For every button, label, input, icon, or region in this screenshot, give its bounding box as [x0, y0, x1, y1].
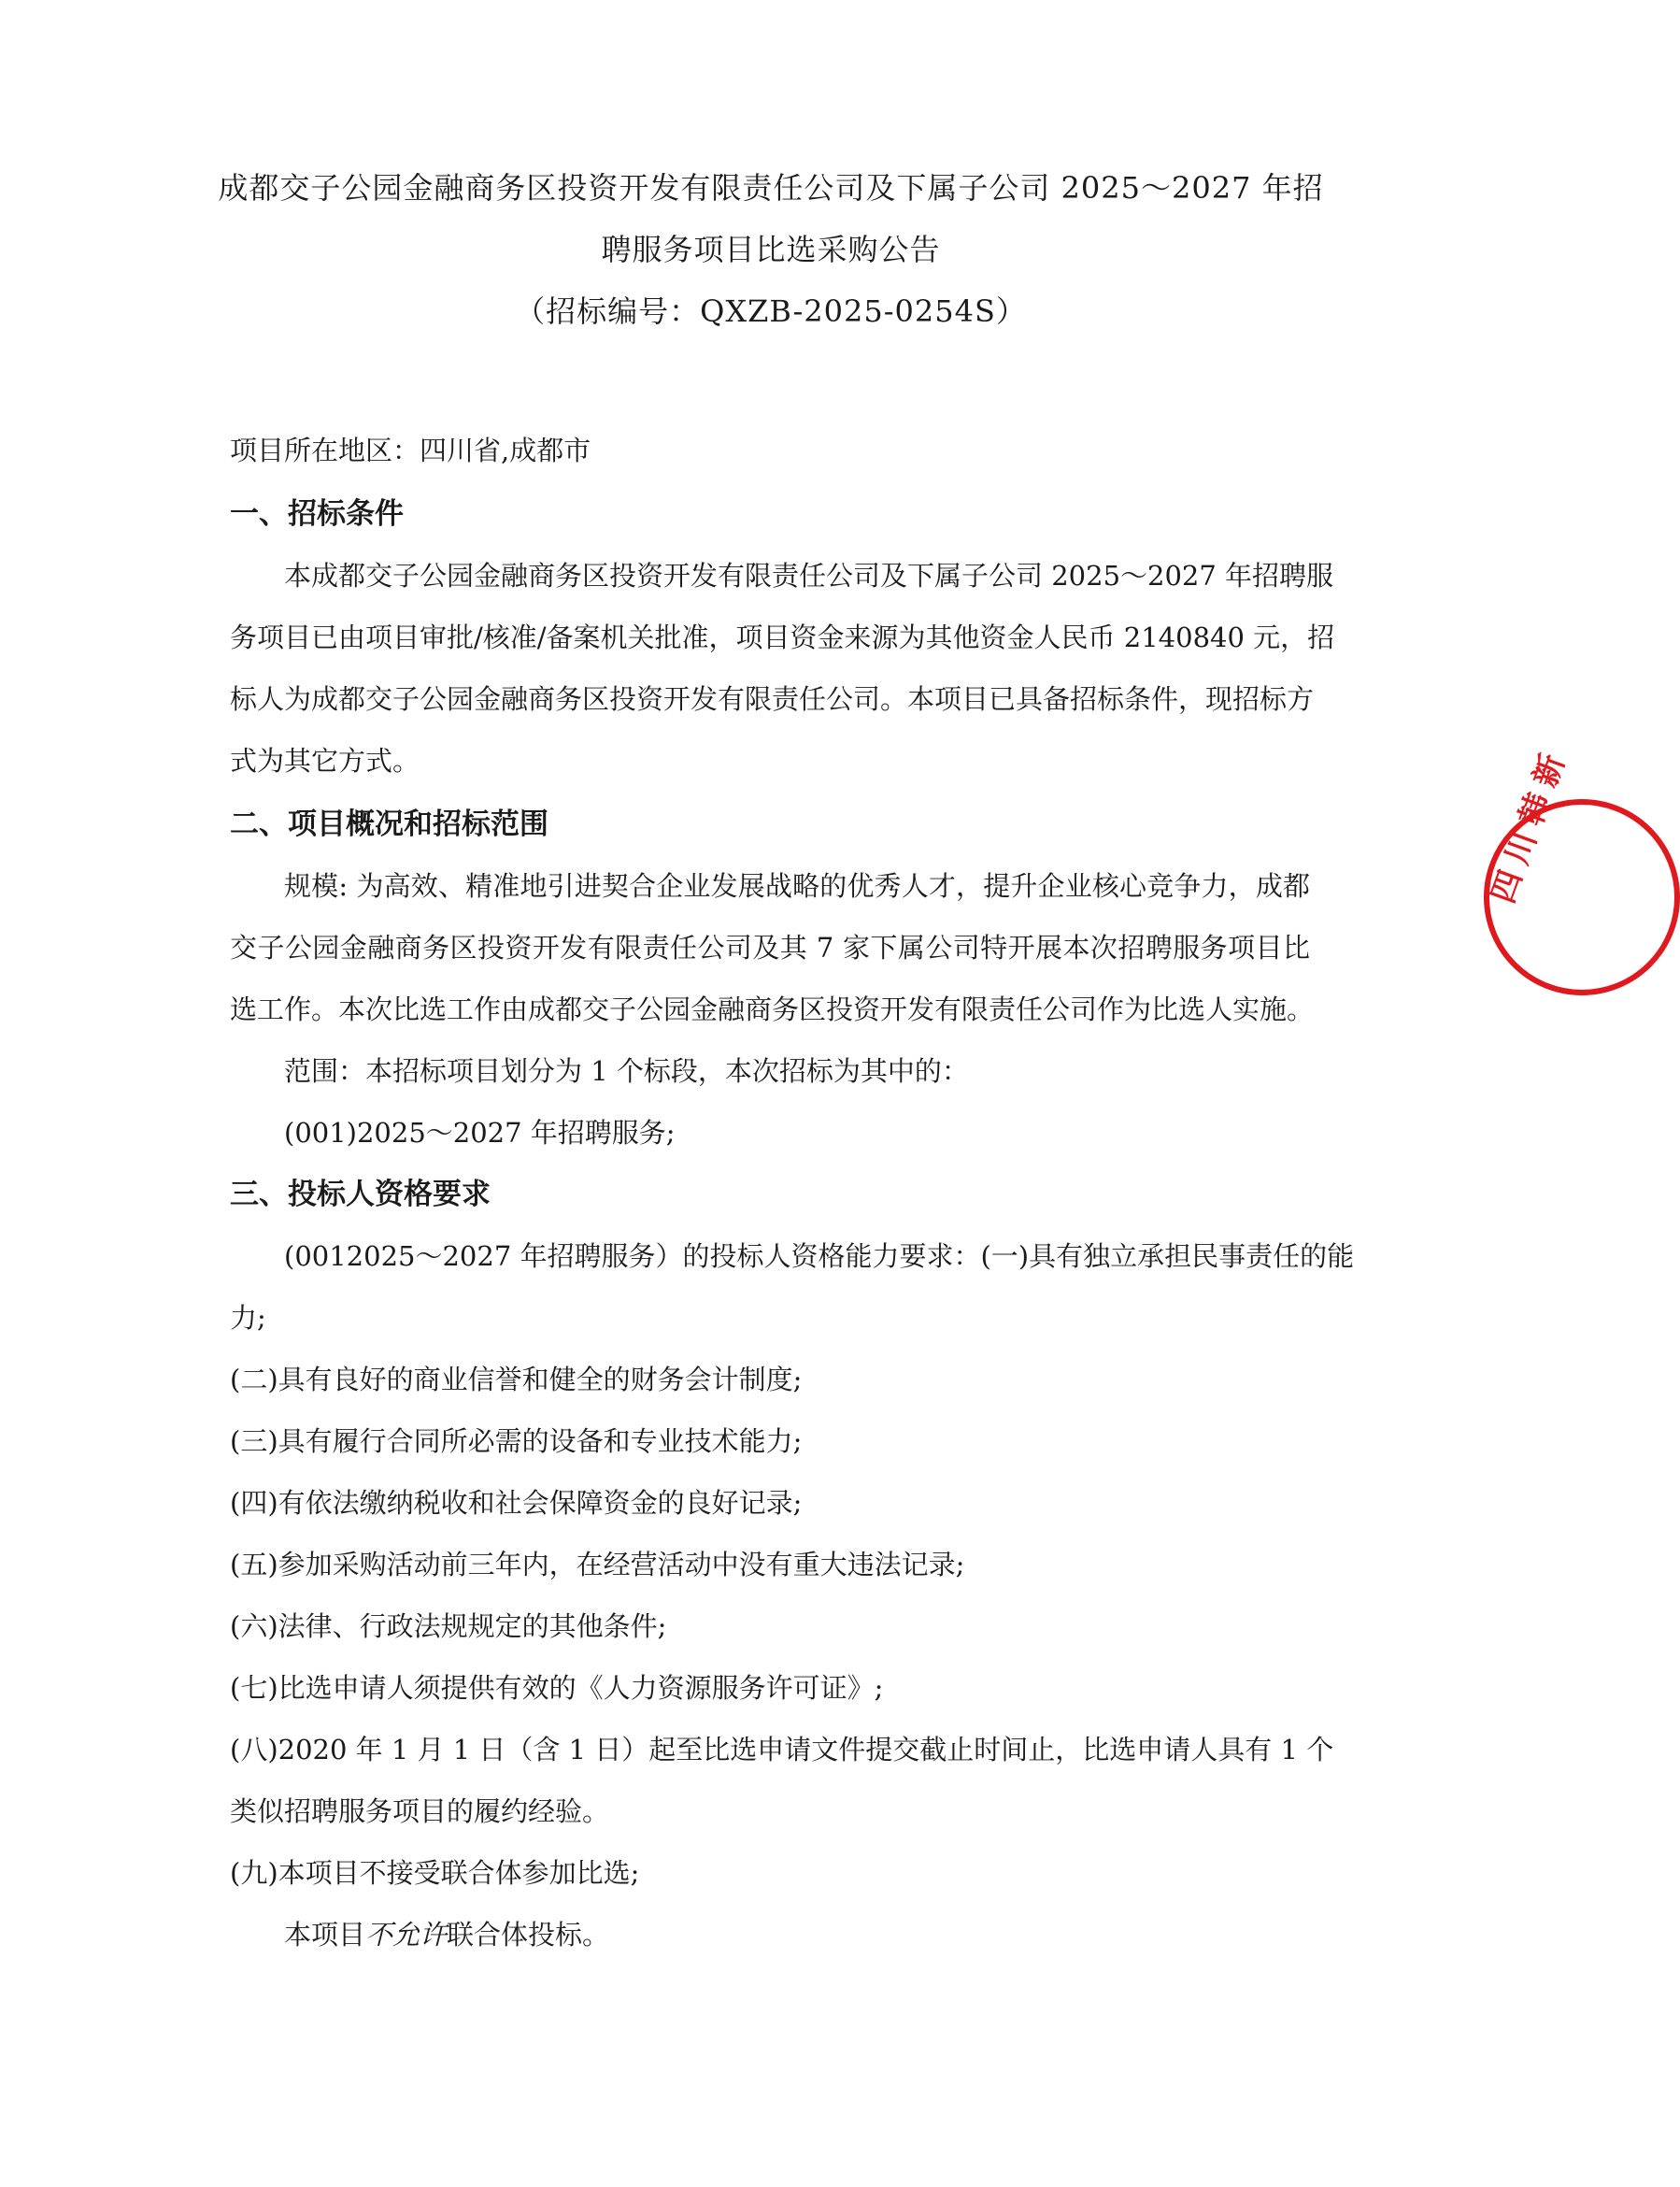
- title-line-2: 聘服务项目比选采购公告: [601, 232, 941, 267]
- seal-text: 四川韩新: [1484, 740, 1576, 908]
- title-line-1: 成都交子公园金融商务区投资开发有限责任公司及下属子公司 2025～2027 年招: [218, 170, 1324, 206]
- qualification-item: (六)法律、行政法规规定的其他条件;: [230, 1610, 667, 1642]
- section-2-lot: (001)2025～2027 年招聘服务;: [284, 1117, 676, 1149]
- official-seal-stamp: [1484, 740, 1680, 995]
- qualification-item: (二)具有良好的商业信誉和健全的财务会计制度;: [230, 1364, 803, 1395]
- qualification-item: (九)本项目不接受联合体参加比选;: [230, 1857, 640, 1889]
- section-1-line-2: 务项目已由项目审批/核准/备案机关批准，项目资金来源为其他资金人民币 2140840 元，招: [230, 622, 1335, 653]
- qualification-item: (七)比选申请人须提供有效的《人力资源服务许可证》;: [230, 1672, 884, 1704]
- section-2-line-2: 交子公园金融商务区投资开发有限责任公司及其 7 家下属公司特开展本次招聘服务项目比: [230, 932, 1310, 964]
- qualification-item: (三)具有履行合同所必需的设备和专业技术能力;: [230, 1425, 803, 1457]
- qualification-item: (五)参加采购活动前三年内，在经营活动中没有重大违法记录;: [230, 1549, 965, 1580]
- section-2-heading: 二、项目概况和招标范围: [230, 808, 548, 841]
- section-1-line-3: 标人为成都交子公园金融商务区投资开发有限责任公司。本项目已具备招标条件，现招标方: [230, 683, 1315, 715]
- consortium-prefix: 本项目: [284, 1919, 366, 1951]
- section-1-line-4: 式为其它方式。: [230, 745, 420, 777]
- section-1-line-1: 本成都交子公园金融商务区投资开发有限责任公司及下属子公司 2025～2027 年招聘服: [284, 560, 1334, 592]
- section-3-line-2: 力;: [230, 1302, 266, 1334]
- section-3-heading: 三、投标人资格要求: [230, 1178, 491, 1211]
- project-location: 项目所在地区：四川省,成都市: [230, 435, 591, 466]
- qualification-item: (四)有依法缴纳税收和社会保障资金的良好记录;: [230, 1487, 803, 1519]
- section-1-heading: 一、招标条件: [230, 497, 404, 531]
- bid-number: （招标编号：QXZB-2025-0254S）: [515, 293, 1027, 329]
- section-2-line-1: 规模: 为高效、精准地引进契合企业发展战略的优秀人才，提升企业核心竞争力，成都: [284, 870, 1310, 902]
- consortium-statement: [284, 1916, 609, 1953]
- section-3-line-1: (0012025～2027 年招聘服务）的投标人资格能力要求：(一)具有独立承担民事责任的能: [284, 1240, 1355, 1272]
- consortium-not-allowed: 不允许: [365, 1919, 448, 1951]
- section-2-scope: 范围：本招标项目划分为 1 个标段，本次招标为其中的：: [284, 1055, 969, 1087]
- consortium-suffix: 联合体投标。: [447, 1919, 610, 1951]
- section-2-line-3: 选工作。本次比选工作由成都交子公园金融商务区投资开发有限责任公司作为比选人实施。: [230, 993, 1315, 1025]
- qualification-item: (八)2020 年 1 月 1 日（含 1 日）起至比选申请文件提交截止时间止，比选申请人具有 1 个: [230, 1734, 1334, 1765]
- qualification-item-continued: 类似招聘服务项目的履约经验。: [230, 1795, 610, 1827]
